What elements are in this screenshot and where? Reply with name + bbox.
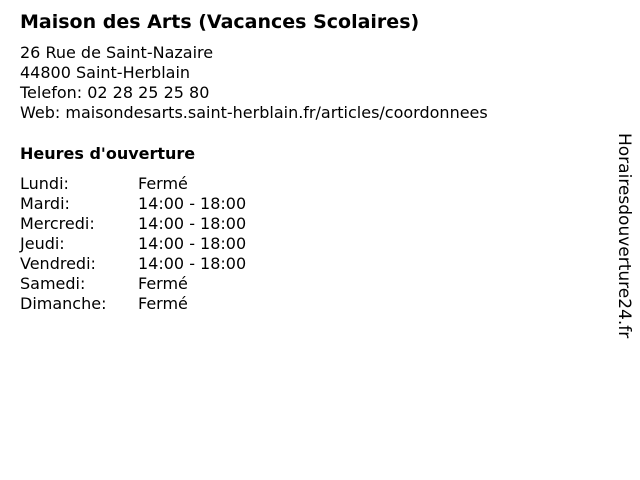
opening-hours-heading: Heures d'ouverture	[20, 144, 196, 163]
opening-hours-table	[20, 174, 246, 314]
venue-address-block	[20, 43, 488, 123]
day-label: Dimanche:	[20, 294, 107, 313]
website-url: Web: maisondesarts.saint-herblain.fr/articles/coordonnees	[20, 103, 488, 122]
day-hours: Fermé	[138, 174, 188, 193]
day-hours: 14:00 - 18:00	[138, 254, 247, 273]
site-watermark: Horairesdouverture24.fr	[614, 133, 634, 339]
hours-row-monday	[20, 174, 246, 194]
day-hours: 14:00 - 18:00	[138, 214, 247, 233]
hours-row-tuesday	[20, 194, 246, 214]
day-hours: 14:00 - 18:00	[138, 194, 247, 213]
day-label: Jeudi:	[20, 234, 65, 253]
day-label: Samedi:	[20, 274, 86, 293]
hours-row-wednesday	[20, 214, 246, 234]
day-label: Vendredi:	[20, 254, 96, 273]
day-label: Lundi:	[20, 174, 69, 193]
address-city: 44800 Saint-Herblain	[20, 63, 191, 82]
day-label: Mercredi:	[20, 214, 95, 233]
hours-row-friday	[20, 254, 246, 274]
hours-row-thursday	[20, 234, 246, 254]
day-hours: 14:00 - 18:00	[138, 234, 247, 253]
venue-title: Maison des Arts (Vacances Scolaires)	[20, 11, 420, 33]
day-label: Mardi:	[20, 194, 70, 213]
phone-number: Telefon: 02 28 25 25 80	[20, 83, 210, 102]
day-hours: Fermé	[138, 274, 188, 293]
hours-row-sunday	[20, 294, 246, 314]
hours-row-saturday	[20, 274, 246, 294]
address-street: 26 Rue de Saint-Nazaire	[20, 43, 214, 62]
day-hours: Fermé	[138, 294, 188, 313]
